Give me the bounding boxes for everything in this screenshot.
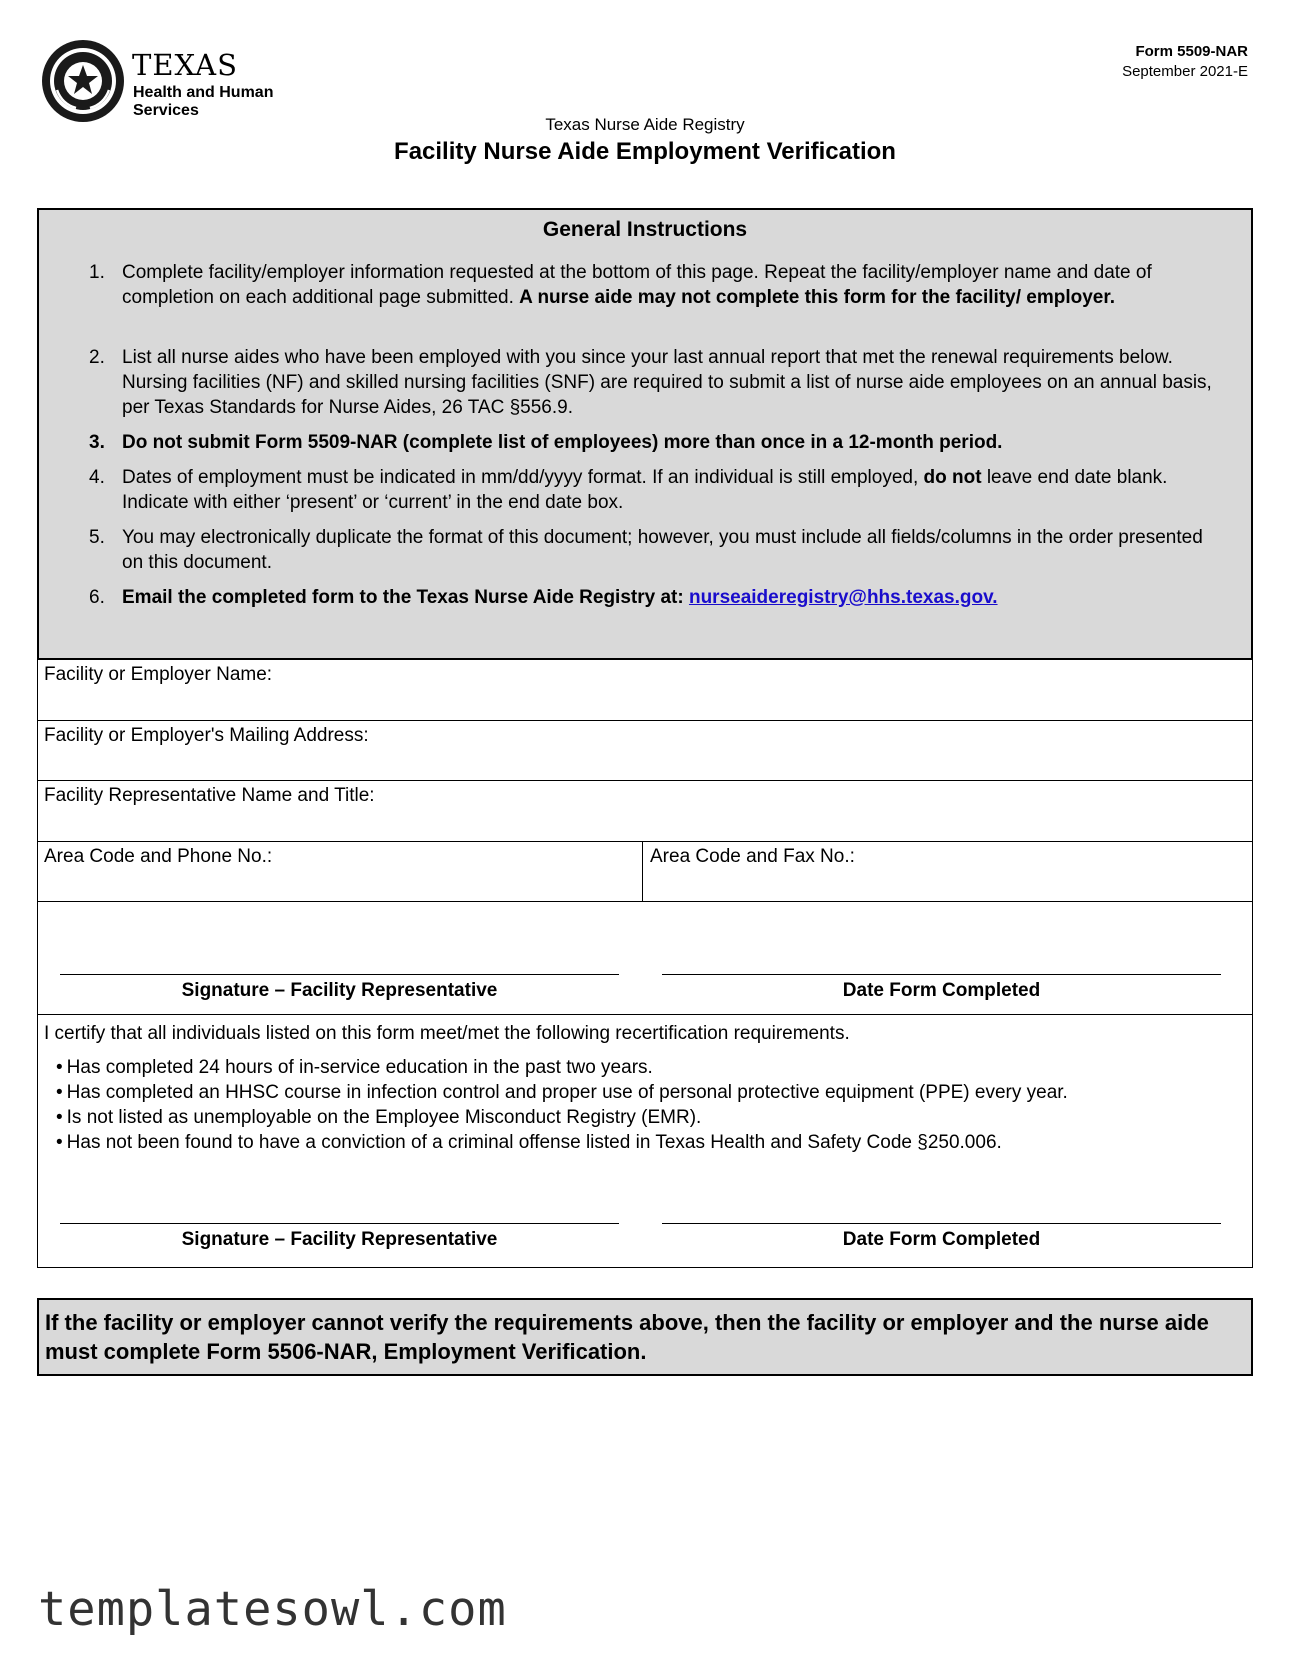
certification-date-label: Date Form Completed (842, 1229, 1041, 1250)
signature-line[interactable] (60, 974, 619, 975)
mailing-address-field[interactable] (38, 721, 1252, 781)
representative-field[interactable] (38, 781, 1252, 842)
registry-email-link[interactable]: nurseaideregistry@hhs.texas.gov. (688, 587, 998, 608)
registry-name: Texas Nurse Aide Registry (545, 115, 745, 134)
certification-statement: I certify that all individuals listed on this form meet/met the following recertification requirements. (44, 1023, 850, 1044)
instruction-bold: Do not submit Form 5509-NAR (complete list of employees) more than once in a 12-month period. (122, 432, 1003, 453)
date-label: Date Form Completed (842, 980, 1041, 1001)
logo-subtitle-line-2: Services (133, 102, 199, 119)
instruction-item-3 (89, 430, 1223, 455)
certification-signature-line[interactable] (60, 1223, 619, 1224)
phone-field[interactable] (38, 842, 642, 901)
instruction-number: 2. (89, 347, 105, 368)
field-divider (642, 842, 643, 901)
representative-label: Facility Representative Name and Title: (44, 785, 375, 806)
phone-fax-row (38, 842, 1252, 902)
requirement-item: • Has not been found to have a conviction of a criminal offense listed in Texas Health and Safety Code §250.006. (56, 1130, 1068, 1155)
instruction-text: Complete facility/employer information requested at the bottom of this page. Repeat the facility/employer name and date of completion on each additional page submitted. (122, 262, 1152, 308)
instruction-item-4 (89, 465, 1223, 515)
verification-note: If the facility or employer cannot verify the requirements above, then the facility or employer and the nurse aide must complete Form 5506-NAR, Employment Verification. (37, 1298, 1253, 1376)
instructions-heading: General Instructions (542, 218, 748, 241)
logo-subtitle-line-1: Health and Human (133, 84, 274, 101)
page-title: Facility Nurse Aide Employment Verification (394, 138, 896, 165)
requirement-item: • Has completed an HHSC course in infection control and proper use of personal protective equipment (PPE) every year. (56, 1080, 1068, 1105)
general-instructions (37, 208, 1253, 660)
instruction-number: 5. (89, 527, 105, 548)
texas-seal-icon (40, 38, 126, 124)
facility-name-field[interactable] (38, 660, 1252, 721)
instruction-number: 1. (89, 262, 105, 283)
instruction-item-2 (89, 345, 1223, 420)
facility-name-label: Facility or Employer Name: (44, 664, 273, 685)
requirement-item: • Has completed 24 hours of in-service education in the past two years. (56, 1055, 1068, 1080)
instruction-bold: A nurse aide may not complete this form for the facility/ employer. (519, 287, 1115, 308)
signature-label: Signature – Facility Representative (181, 980, 498, 1001)
instruction-number: 3. (89, 432, 105, 453)
instruction-text: leave end date blank. Indicate with either ‘present’ or ‘current’ in the end date box. (122, 467, 1168, 513)
form-date: September 2021-E (1122, 63, 1248, 80)
phone-label: Area Code and Phone No.: (44, 846, 273, 867)
form-number: Form 5509-NAR (1135, 43, 1248, 60)
logo-title: TEXAS (132, 48, 238, 82)
form-number-block (1122, 42, 1248, 82)
requirements-list (56, 1055, 1068, 1155)
instruction-item-5 (89, 525, 1223, 575)
certification-signature-label: Signature – Facility Representative (181, 1229, 498, 1250)
watermark: templatesowl.com (38, 1582, 507, 1637)
facility-information-form (37, 660, 1253, 1268)
instruction-text: List all nurse aides who have been employed with you since your last annual report that met the renewal requirements below. Nursing facilities (NF) and skilled nursing facilities (SNF) are required to submit a list of nurse aide employees on an annual basis, per Texas Standards for Nurse Aides, 26 TAC §556.9. (122, 347, 1212, 418)
instruction-item-1 (89, 260, 1223, 310)
certification-date-line[interactable] (662, 1223, 1221, 1224)
instruction-number: 4. (89, 467, 105, 488)
instruction-item-6 (89, 585, 1223, 610)
date-line[interactable] (662, 974, 1221, 975)
certification-section (38, 1015, 1252, 1268)
mailing-address-label: Facility or Employer's Mailing Address: (44, 725, 369, 746)
instruction-number: 6. (89, 587, 105, 608)
instruction-bold: Email the completed form to the Texas Nurse Aide Registry at: (122, 587, 689, 608)
signature-row-1 (38, 902, 1252, 1015)
instruction-text: You may electronically duplicate the format of this document; however, you must include all fields/columns in the order presented on this document. (122, 527, 1203, 573)
requirement-item: • Is not listed as unemployable on the Employee Misconduct Registry (EMR). (56, 1105, 1068, 1130)
instruction-text: Dates of employment must be indicated in mm/dd/yyyy format. If an individual is still employed, (122, 467, 924, 488)
fax-field[interactable] (644, 842, 1252, 901)
fax-label: Area Code and Fax No.: (650, 846, 855, 867)
instruction-bold: do not (923, 467, 982, 488)
